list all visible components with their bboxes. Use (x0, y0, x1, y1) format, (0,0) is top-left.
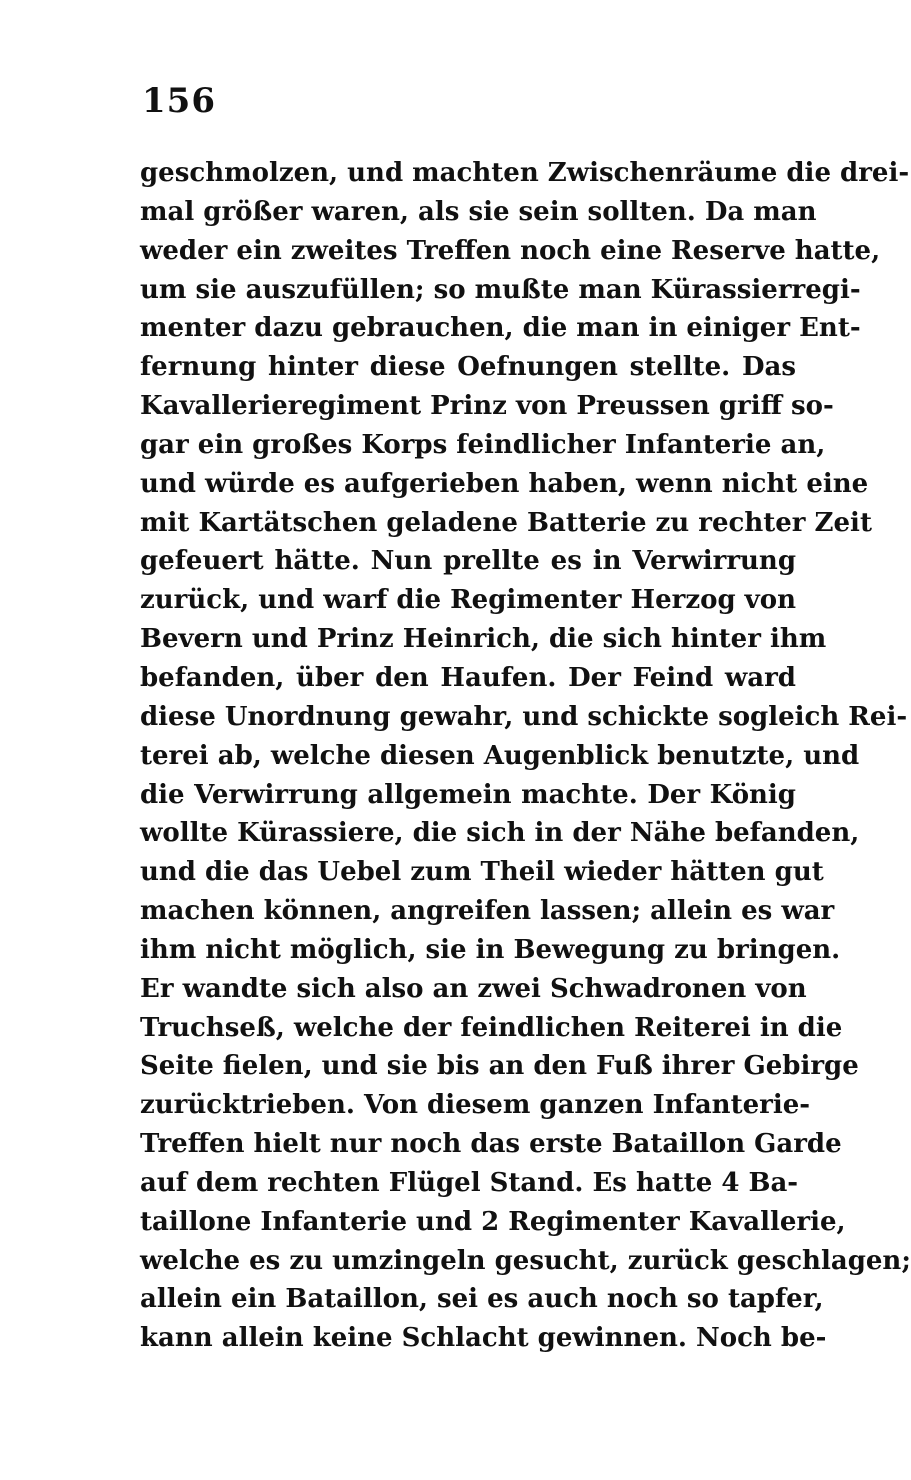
text-line: taillone Infanterie und 2 Regimenter Kavallerie, (140, 1206, 846, 1237)
text-line: auf dem rechten Flügel Stand. Es hatte 4 Ba- (140, 1167, 799, 1198)
text-line: Er wandte sich also an zwei Schwadronen von (140, 973, 807, 1004)
text-line: diese Unordnung gewahr, und schickte sogleich Rei- (140, 701, 908, 732)
text-line: machen können, angreifen lassen; allein es war (140, 896, 835, 927)
text-line: Treffen hielt nur noch das erste Bataillon Garde (140, 1129, 842, 1160)
text-line: Kavallerieregiment Prinz von Preussen griff so- (140, 391, 834, 422)
text-line: fernung hinter diese Oefnungen stellte. Das (140, 352, 796, 383)
text-line: weder ein zweites Treffen noch eine Reserve hatte, (140, 235, 881, 266)
text-line: mit Kartätschen geladene Batterie zu rechter Zeit (140, 507, 872, 538)
text-line: gar ein großes Korps feindlicher Infanterie an, (140, 429, 826, 460)
page-number: 156 (142, 81, 216, 121)
text-line: und die das Uebel zum Theil wieder hätten gut (140, 857, 824, 888)
text-line: kann allein keine Schlacht gewinnen. Noch be- (140, 1323, 827, 1354)
text-line: Truchseß, welche der feindlichen Reiterei in die (140, 1012, 843, 1043)
text-line: welche es zu umzingeln gesucht, zurück geschlagen; (140, 1245, 911, 1276)
text-line: terei ab, welche diesen Augenblick benutzte, und (140, 740, 860, 771)
text-line: allein ein Bataillon, sei es auch noch so tapfer, (140, 1284, 824, 1315)
text-line: zurück, und warf die Regimenter Herzog von (140, 585, 797, 616)
text-line: die Verwirrung allgemein machte. Der König (140, 779, 796, 810)
text-line: ihm nicht möglich, sie in Bewegung zu bringen. (140, 934, 841, 965)
text-line: Seite fielen, und sie bis an den Fuß ihrer Gebirge (140, 1051, 859, 1082)
text-line: geschmolzen, und machten Zwischenräume die drei- (140, 158, 910, 188)
text-line: wollte Kürassiere, die sich in der Nähe befanden, (140, 818, 860, 849)
text-line: menter dazu gebrauchen, die man in einiger Ent- (140, 313, 861, 344)
text-line: und würde es aufgerieben haben, wenn nicht eine (140, 468, 869, 499)
text-line: um sie auszufüllen; so mußte man Kürassierregi- (140, 274, 861, 305)
text-line: gefeuert hätte. Nun prellte es in Verwirrung (140, 546, 796, 577)
text-line: Bevern und Prinz Heinrich, die sich hinter ihm (140, 624, 827, 655)
body-text (140, 154, 911, 1358)
text-line: befanden, über den Haufen. Der Feind ward (140, 662, 796, 693)
text-line: zurücktrieben. Von diesem ganzen Infanterie- (140, 1090, 811, 1121)
text-line: mal größer waren, als sie sein sollten. Da man (140, 196, 817, 227)
